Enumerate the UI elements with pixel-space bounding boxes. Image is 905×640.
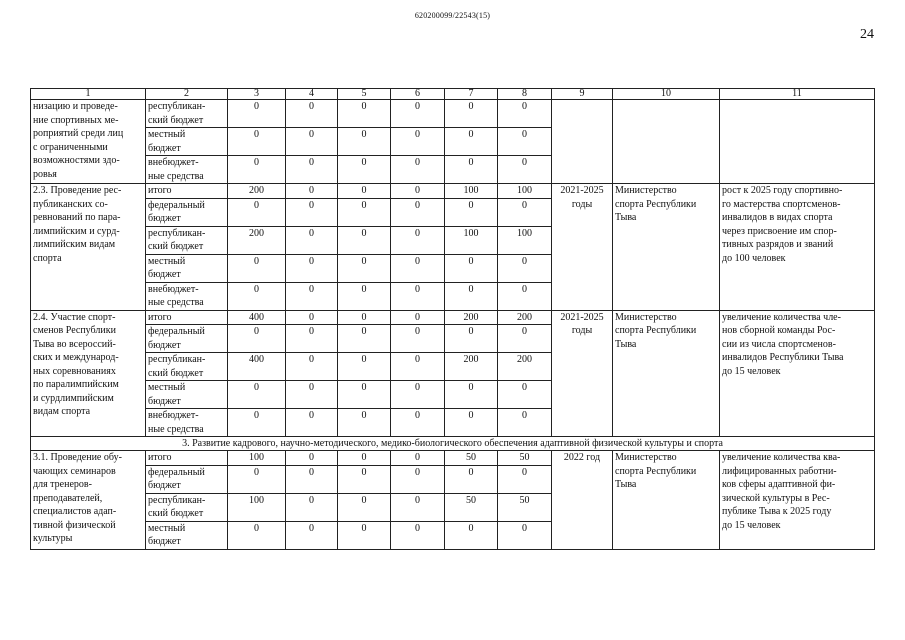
activity-name-line: 2.3. Проведение рес-: [33, 185, 122, 196]
activity-name-line: с ограниченными: [33, 141, 108, 153]
funding-source-cell: [146, 493, 228, 521]
value-cell: 0: [445, 521, 498, 549]
value-cell: 0: [338, 184, 391, 199]
value-cell: 100: [498, 184, 552, 199]
funding-source-cell: [146, 310, 228, 325]
executor-line: Министерство: [615, 185, 677, 196]
value-cell: 0: [391, 310, 445, 325]
funding-source-line: итого: [148, 311, 172, 323]
value-cell: 200: [498, 353, 552, 381]
value-cell: 0: [498, 128, 552, 156]
column-number-cell: 1: [31, 89, 146, 100]
column-number-cell: 3: [228, 89, 286, 100]
period-line: годы: [571, 198, 593, 210]
value-cell: 100: [498, 226, 552, 254]
value-cell: 0: [286, 184, 338, 199]
value-cell: 400: [228, 310, 286, 325]
activity-name-line: преподавателей,: [33, 492, 103, 504]
value-cell: 0: [445, 381, 498, 409]
period-line: годы: [571, 325, 593, 336]
value-cell: 0: [228, 381, 286, 409]
value-cell: 0: [338, 226, 391, 254]
funding-source-line: бюджет: [148, 536, 181, 547]
value-cell: 0: [338, 282, 391, 310]
funding-source-cell: [146, 184, 228, 199]
value-cell: 100: [228, 451, 286, 466]
value-cell: 0: [228, 128, 286, 156]
funding-source-line: республикан-: [148, 101, 206, 112]
column-number-cell: 5: [338, 89, 391, 100]
result-line: лифицированных работни-: [722, 465, 837, 477]
activity-name-cell: [31, 451, 146, 550]
result-line: тивных разрядов и званий: [722, 239, 834, 250]
program-table: [30, 88, 875, 550]
value-cell: 0: [286, 451, 338, 466]
value-cell: 0: [338, 325, 391, 353]
funding-source-line: бюджет: [148, 395, 181, 407]
result-line: увеличение количества чле-: [722, 311, 841, 323]
funding-source-cell: [146, 521, 228, 549]
value-cell: 0: [286, 156, 338, 184]
funding-source-line: итого: [148, 452, 172, 463]
period-line: 2022 год: [563, 452, 601, 463]
funding-source-line: федеральный: [148, 326, 205, 337]
activity-name-line: сменов Республики: [33, 325, 116, 336]
value-cell: 0: [228, 282, 286, 310]
period-cell: [552, 184, 613, 311]
funding-source-line: местный: [148, 255, 186, 267]
value-cell: 0: [286, 254, 338, 282]
result-line: до 15 человек: [722, 365, 781, 377]
table-row: [31, 100, 875, 128]
result-line: через присвоение им спор-: [722, 225, 837, 237]
column-number-cell: 7: [445, 89, 498, 100]
activity-name-line: ние спортивных ме-: [33, 114, 119, 126]
executor-line: спорта Республики: [615, 465, 697, 477]
value-cell: 0: [338, 128, 391, 156]
value-cell: 0: [338, 465, 391, 493]
value-cell: 0: [286, 198, 338, 226]
result-cell: [720, 100, 875, 184]
value-cell: 0: [286, 282, 338, 310]
funding-source-cell: [146, 353, 228, 381]
value-cell: 200: [228, 226, 286, 254]
funding-source-line: бюджет: [148, 213, 181, 224]
column-number-cell: 9: [552, 89, 613, 100]
funding-source-cell: [146, 381, 228, 409]
column-number-cell: 8: [498, 89, 552, 100]
value-cell: 0: [391, 184, 445, 199]
funding-source-line: ский бюджет: [148, 114, 204, 126]
executor-line: Тыва: [615, 338, 637, 350]
funding-source-line: федеральный: [148, 466, 205, 478]
activity-name-cell: [31, 310, 146, 437]
funding-source-cell: [146, 254, 228, 282]
value-cell: 0: [498, 465, 552, 493]
value-cell: 0: [338, 521, 391, 549]
funding-source-line: республикан-: [148, 494, 206, 506]
activity-name-cell: [31, 100, 146, 184]
executor-cell: [613, 100, 720, 184]
result-cell: [720, 451, 875, 550]
funding-source-cell: [146, 325, 228, 353]
value-cell: 0: [338, 254, 391, 282]
result-line: го мастерства спортсменов-: [722, 198, 841, 210]
value-cell: 0: [338, 310, 391, 325]
result-line: публике Тыва к 2025 году: [722, 506, 832, 517]
funding-source-cell: [146, 226, 228, 254]
table-row: [31, 310, 875, 325]
activity-name-line: лимпийским видам: [33, 239, 116, 250]
period-line: 2021-2025: [560, 185, 604, 196]
funding-source-line: внебюджет-: [148, 157, 199, 168]
value-cell: 0: [445, 100, 498, 128]
value-cell: 0: [498, 325, 552, 353]
value-cell: 0: [391, 128, 445, 156]
result-line: нов сборной команды Рос-: [722, 325, 836, 336]
value-cell: 0: [338, 381, 391, 409]
value-cell: 0: [286, 325, 338, 353]
period-cell: [552, 451, 613, 550]
value-cell: 100: [228, 493, 286, 521]
column-number-cell: 10: [613, 89, 720, 100]
funding-source-line: местный: [148, 129, 186, 140]
funding-source-cell: [146, 100, 228, 128]
section-title-cell: 3. Развитие кадрового, научно-методического, медико-биологического обеспечения адаптивной физической культуры и спорта: [31, 437, 875, 451]
funding-source-line: бюджет: [148, 339, 181, 351]
activity-name-line: специалистов адап-: [33, 506, 117, 517]
value-cell: 0: [286, 226, 338, 254]
value-cell: 200: [498, 310, 552, 325]
funding-source-line: местный: [148, 382, 186, 393]
value-cell: 0: [445, 254, 498, 282]
value-cell: 0: [498, 381, 552, 409]
period-line: 2021-2025: [560, 311, 604, 323]
activity-name-line: чающих семинаров: [33, 465, 116, 477]
value-cell: 200: [445, 353, 498, 381]
period-cell: [552, 100, 613, 184]
activity-name-line: 2.4. Участие спорт-: [33, 311, 116, 323]
value-cell: 400: [228, 353, 286, 381]
table-body: [31, 89, 875, 550]
executor-line: Тыва: [615, 479, 637, 490]
funding-source-line: бюджет: [148, 142, 181, 154]
executor-line: Министерство: [615, 311, 677, 323]
value-cell: 100: [445, 226, 498, 254]
result-line: до 100 человек: [722, 252, 786, 264]
result-line: до 15 человек: [722, 519, 781, 531]
column-number-cell: 4: [286, 89, 338, 100]
funding-source-line: итого: [148, 185, 172, 196]
value-cell: 0: [228, 198, 286, 226]
funding-source-cell: [146, 465, 228, 493]
result-line: увеличение количества ква-: [722, 452, 841, 463]
result-line: инвалидов Республики Тыва: [722, 352, 844, 363]
value-cell: 0: [445, 325, 498, 353]
activity-name-line: и сурдлимпийским: [33, 392, 114, 404]
result-line: инвалидов в видах спорта: [722, 212, 833, 223]
value-cell: 100: [445, 184, 498, 199]
executor-line: спорта Республики: [615, 325, 697, 336]
activity-name-line: 3.1. Проведение обу-: [33, 452, 122, 463]
executor-line: Министерство: [615, 452, 677, 463]
value-cell: 0: [391, 521, 445, 549]
result-line: сии из числа спортсменов-: [722, 338, 836, 350]
funding-source-cell: [146, 409, 228, 437]
value-cell: 0: [445, 465, 498, 493]
value-cell: 0: [338, 493, 391, 521]
funding-source-line: ский бюджет: [148, 508, 204, 519]
value-cell: 0: [338, 156, 391, 184]
funding-source-cell: [146, 128, 228, 156]
value-cell: 0: [445, 198, 498, 226]
value-cell: 0: [391, 353, 445, 381]
value-cell: 50: [498, 451, 552, 466]
result-cell: [720, 310, 875, 437]
funding-source-line: ский бюджет: [148, 241, 204, 252]
value-cell: 50: [445, 493, 498, 521]
value-cell: 200: [228, 184, 286, 199]
value-cell: 0: [338, 198, 391, 226]
executor-cell: [613, 184, 720, 311]
value-cell: 0: [391, 226, 445, 254]
value-cell: 0: [338, 409, 391, 437]
funding-source-line: бюджет: [148, 480, 181, 491]
value-cell: 0: [391, 100, 445, 128]
funding-source-line: ные средства: [148, 170, 204, 182]
funding-source-line: местный: [148, 522, 186, 534]
value-cell: 0: [286, 128, 338, 156]
value-cell: 0: [286, 100, 338, 128]
funding-source-line: ные средства: [148, 423, 204, 435]
column-number-row: [31, 89, 875, 100]
activity-name-line: возможностями здо-: [33, 155, 120, 166]
funding-source-line: федеральный: [148, 199, 205, 211]
executor-line: спорта Республики: [615, 198, 697, 210]
value-cell: 0: [498, 521, 552, 549]
value-cell: 0: [286, 381, 338, 409]
activity-name-cell: [31, 184, 146, 311]
value-cell: 0: [391, 409, 445, 437]
value-cell: 0: [286, 465, 338, 493]
activity-name-line: ных соревнованиях: [33, 365, 116, 377]
value-cell: 0: [445, 128, 498, 156]
value-cell: 200: [445, 310, 498, 325]
value-cell: 0: [228, 156, 286, 184]
column-number-cell: 6: [391, 89, 445, 100]
column-number-cell: 2: [146, 89, 228, 100]
value-cell: 0: [445, 156, 498, 184]
value-cell: 0: [228, 254, 286, 282]
activity-name-line: ровья: [33, 168, 57, 180]
funding-source-cell: [146, 451, 228, 466]
period-cell: [552, 310, 613, 437]
result-line: зической культуры в Рес-: [722, 492, 830, 504]
value-cell: 0: [286, 493, 338, 521]
value-cell: 0: [391, 465, 445, 493]
value-cell: 0: [498, 282, 552, 310]
result-cell: [720, 184, 875, 311]
activity-name-line: культуры: [33, 533, 73, 544]
funding-source-line: республикан-: [148, 354, 206, 365]
table-row: [31, 451, 875, 466]
activity-name-line: тивной физической: [33, 519, 116, 531]
document-id: 620200099/22543(15): [414, 11, 491, 20]
funding-source-line: республикан-: [148, 227, 206, 239]
value-cell: 0: [338, 100, 391, 128]
value-cell: 0: [391, 156, 445, 184]
value-cell: 0: [498, 254, 552, 282]
value-cell: 0: [498, 409, 552, 437]
value-cell: 0: [228, 100, 286, 128]
value-cell: 50: [445, 451, 498, 466]
column-number-cell: 11: [720, 89, 875, 100]
funding-source-line: ные средства: [148, 297, 204, 308]
executor-line: Тыва: [615, 212, 637, 223]
value-cell: 0: [286, 310, 338, 325]
value-cell: 0: [498, 198, 552, 226]
activity-name-line: ревнований по пара-: [33, 212, 121, 223]
value-cell: 0: [391, 198, 445, 226]
activity-name-line: по паралимпийским: [33, 379, 119, 390]
value-cell: 0: [391, 282, 445, 310]
result-line: ков сферы адаптивной фи-: [722, 479, 836, 490]
value-cell: 0: [338, 451, 391, 466]
value-cell: 0: [445, 409, 498, 437]
executor-cell: [613, 310, 720, 437]
value-cell: 0: [498, 100, 552, 128]
page-number: 24: [860, 27, 874, 42]
value-cell: 0: [228, 409, 286, 437]
activity-name-line: ских и международ-: [33, 352, 119, 363]
value-cell: 0: [391, 325, 445, 353]
value-cell: 0: [286, 521, 338, 549]
funding-source-cell: [146, 198, 228, 226]
value-cell: 0: [445, 282, 498, 310]
funding-source-line: внебюджет-: [148, 283, 199, 295]
value-cell: 0: [391, 493, 445, 521]
value-cell: 0: [498, 156, 552, 184]
executor-cell: [613, 451, 720, 550]
activity-name-line: видам спорта: [33, 406, 91, 417]
value-cell: 0: [391, 254, 445, 282]
activity-name-line: лимпийским и сурд-: [33, 225, 120, 237]
funding-source-cell: [146, 282, 228, 310]
activity-name-line: публиканских со-: [33, 198, 108, 210]
value-cell: 0: [228, 465, 286, 493]
result-line: рост к 2025 году спортивно-: [722, 185, 843, 196]
activity-name-line: Тыва во всероссий-: [33, 338, 116, 350]
activity-name-line: роприятий среди лиц: [33, 128, 124, 139]
activity-name-line: спорта: [33, 252, 62, 264]
value-cell: 0: [286, 409, 338, 437]
funding-source-line: бюджет: [148, 269, 181, 280]
funding-source-cell: [146, 156, 228, 184]
section-row: [31, 437, 875, 451]
value-cell: 0: [286, 353, 338, 381]
activity-name-line: низацию и проведе-: [33, 101, 118, 112]
value-cell: 0: [391, 451, 445, 466]
value-cell: 0: [228, 521, 286, 549]
funding-source-line: ский бюджет: [148, 367, 204, 379]
funding-source-line: внебюджет-: [148, 410, 199, 421]
activity-name-line: для тренеров-: [33, 479, 92, 490]
value-cell: 0: [228, 325, 286, 353]
table-row: [31, 184, 875, 199]
value-cell: 0: [338, 353, 391, 381]
value-cell: 50: [498, 493, 552, 521]
value-cell: 0: [391, 381, 445, 409]
